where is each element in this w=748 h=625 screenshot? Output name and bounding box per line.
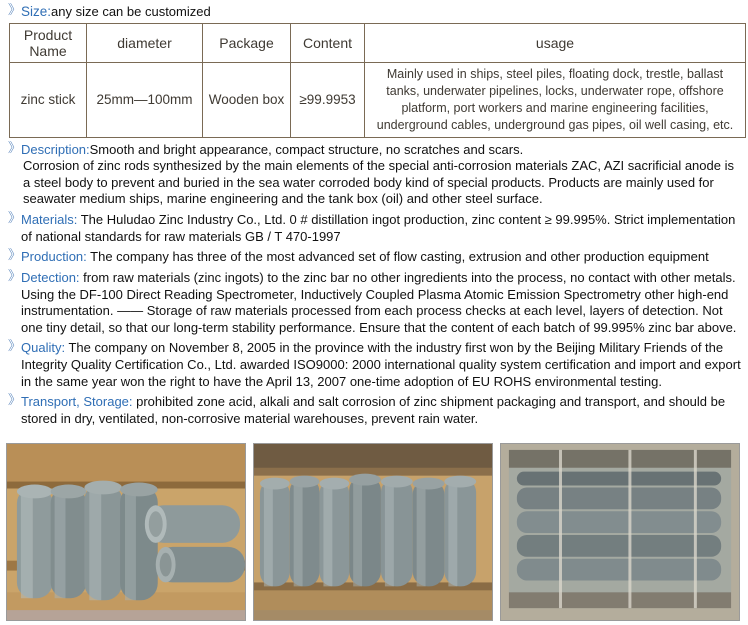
photo-zinc-rods-stack [6,443,246,621]
bullet-icon: 》 [8,339,22,355]
section-title-transport-storage: Transport, Storage: [21,394,133,410]
size-value: any size can be customized [51,4,211,19]
section-description-continuation: Corrosion of zinc rods synthesized by the main elements of the special anti-corrosion materials ZAC, AZI sacrificial anode is a steel body to prevent and buried in the sea water corroded body kind of special products. Products are mainly used for seawater medium ships, marine engineering and the tank box (oil) and other steel surface. [23,158,734,207]
section-title-production: Production: [21,249,87,265]
cell-product-name: zinc stick [10,63,87,138]
column-header-product-name: Product Name [10,24,87,63]
bullet-icon: 》 [8,3,22,18]
bullet-icon: 》 [8,248,22,264]
section-production [6,249,742,266]
section-text-materials: The Huludao Zinc Industry Co., Ltd. 0 # distillation ingot production, zinc content ≥ 99.995%. Strict implementation of national standards for raw materials GB / T 470-1997 [21,212,736,244]
column-header-content: Content [291,24,365,63]
photo-zinc-rods-pallet [253,443,493,621]
section-transport-storage [6,394,742,427]
section-description [6,142,742,159]
section-title-quality: Quality: [21,340,66,356]
size-line [6,0,742,22]
table-header-row [10,24,746,63]
section-text-transport-storage: prohibited zone acid, alkali and salt corrosion of zinc shipment packaging and transport, and should be stored in dry, ventilated, non-corrosive material warehouses, prevent rain water. [21,394,726,426]
spec-table [9,23,746,138]
column-header-diameter: diameter [87,24,203,63]
size-label: Size: [21,4,52,19]
table-row [10,63,746,138]
section-text-description: Smooth and bright appearance, compact structure, no scratches and scars. [89,141,524,157]
section-quality [6,340,742,390]
bullet-icon: 》 [8,268,22,284]
section-text-production: The company has three of the most advanced set of flow casting, extrusion and other production equipment [86,249,709,265]
cell-diameter: 25mm—100mm [87,63,203,138]
section-detection [6,270,742,337]
section-title-detection: Detection: [21,269,80,285]
section-title-materials: Materials: [21,212,78,227]
section-materials [6,212,742,245]
cell-package: Wooden box [203,63,291,138]
section-title-description: Description: [21,141,90,157]
section-text-quality: The company on November 8, 2005 in the province with the industry first won by the Beijing Military Friends of the Integrity Quality Certification Co., Ltd. awarded ISO9000: 2000 international quality system certification and import and export in the same year won the right to have the April 13, 2007 one-time adoption of EU ROHS environmental testing. [21,340,741,389]
bullet-icon: 》 [8,393,22,409]
column-header-package: Package [203,24,291,63]
cell-content: ≥99.9953 [291,63,365,138]
column-header-usage: usage [365,24,746,63]
photo-zinc-rods-crate [500,443,740,621]
cell-usage: Mainly used in ships, steel piles, floating dock, trestle, ballast tanks, underwater pipelines, locks, underwater rope, offshore platform, port workers and marine engineering facilities, underground cables, underground gas pipes, oil well casing, etc. [365,63,746,138]
bullet-icon: 》 [8,140,22,156]
section-text-detection: from raw materials (zinc ingots) to the zinc bar no other ingredients into the process, no contact with other metals. Using the DF-100 Direct Reading Spectrometer, Inductively Coupled Plasma Atomic Emission Spectrometry other high-end instrumentation. —— Storage of raw materials processed from each process checks at each level, layers of detection. Not one tiny detail, so that our long-term stability performance. Ensure that the content of each batch of 99.995% zinc bar above. [21,269,737,335]
bullet-icon: 》 [8,211,22,226]
photo-gallery [6,443,742,621]
